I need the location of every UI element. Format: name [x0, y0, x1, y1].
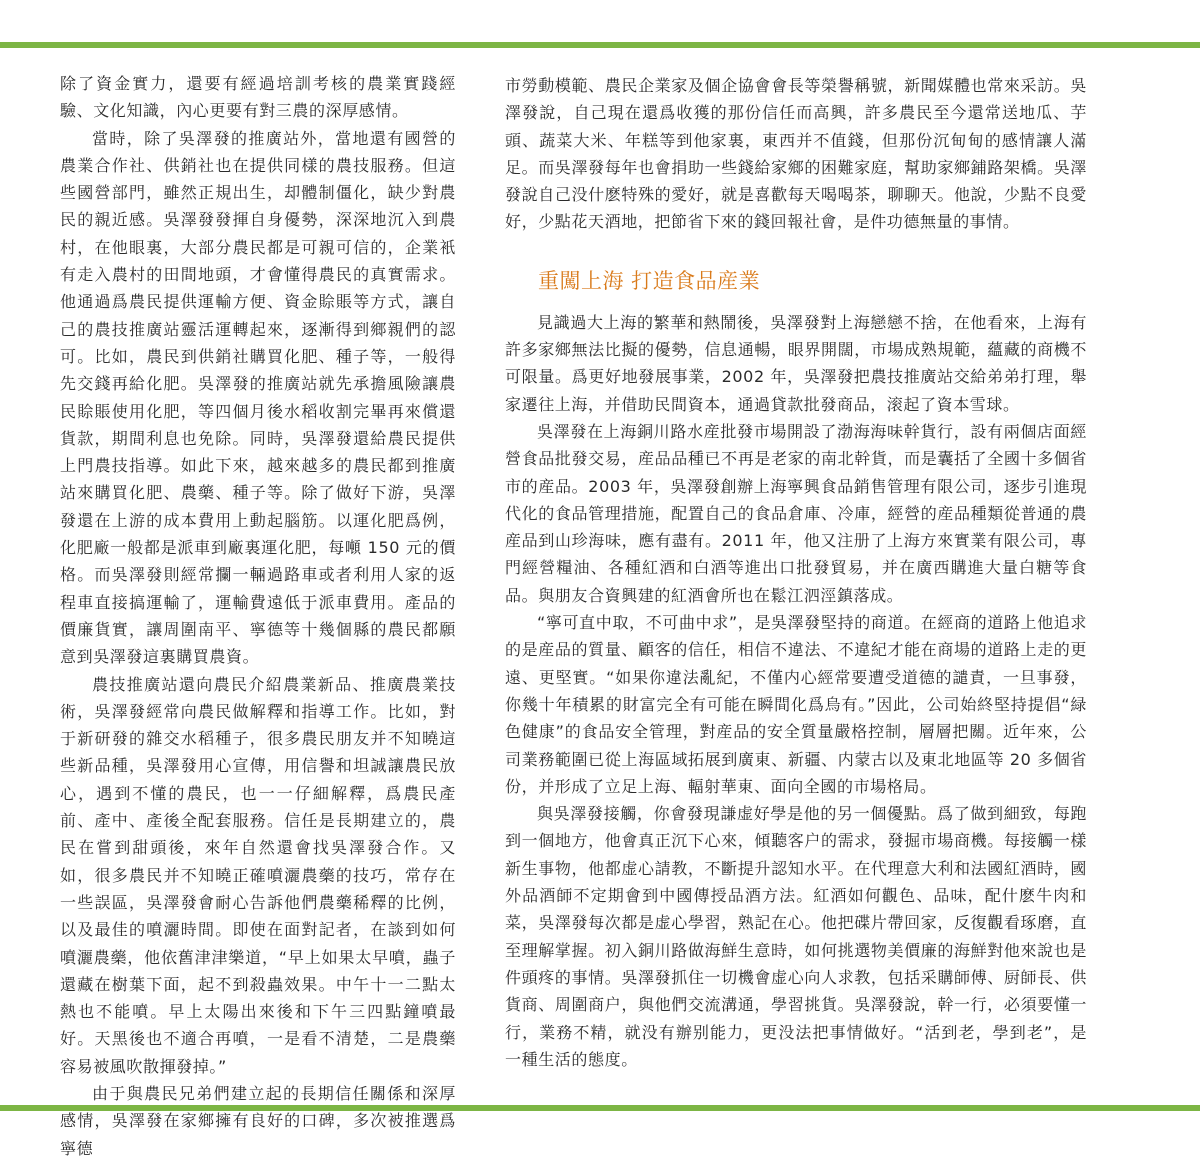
paragraph: 由于與農民兄弟們建立起的長期信任關係和深厚感情，吳澤發在家鄉擁有良好的口碑，多次被推選爲寧德	[60, 1083, 456, 1158]
right-column	[505, 72, 1087, 1073]
section-heading: 重闖上海 打造食品産業	[538, 268, 761, 293]
paragraph: 吳澤發在上海銅川路水産批發市場開設了渤海海味幹貨行，設有兩個店面經營食品批發交易，産品品種已不再是老家的南北幹貨，而是囊括了全國十多個省市的産品。2003 年，吳澤發創辦上海寧興食品銷售管理有限公司，逐步引進現代化的食品管理措施，配置自己的食品倉庫、冷庫，經營的産品種類從普通的農産品到山珍海味，應有盡有。2011 年，他又注册了上海方來實業有限公司，專門經營糧油、各種紅酒和白酒等進出口批發貿易，并在廣西購進大量白糖等食品。與朋友合資興建的紅酒會所也在鬆江泗涇鎮落成。	[505, 421, 1087, 605]
top-divider	[0, 42, 1200, 48]
bottom-divider	[0, 1105, 1200, 1111]
paragraph: 除了資金實力，還要有經過培訓考核的農業實踐經驗、文化知識，內心更要有對三農的深厚感情。	[60, 74, 456, 121]
paragraph: “寧可直中取，不可曲中求”，是吳澤發堅持的商道。在經商的道路上他追求的是産品的質量、顧客的信任，相信不違法、不違紀才能在商場的道路上走的更遠、更堅實。“如果你違法亂紀，不僅内心經常要遭受道德的譴責，一旦事發，你幾十年積累的財富完全有可能在瞬間化爲烏有。”因此，公司始終堅持提倡“緑色健康”的食品安全管理，對産品的安全質量嚴格控制，層層把關。近年來，公司業務範圍已從上海區域拓展到廣東、新疆、内蒙古以及東北地區等 20 多個省份，并形成了立足上海、輻射華東、面向全國的市場格局。	[505, 613, 1087, 796]
paragraph: 與吳澤發接觸，你會發現謙虚好學是他的另一個優點。爲了做到細致，每跑到一個地方，他會真正沉下心來，傾聽客户的需求，發掘市場商機。每接觸一樣新生事物，他都虚心請教，不斷提升認知水平。在代理意大利和法國紅酒時，國外品酒師不定期會到中國傳授品酒方法。紅酒如何觀色、品味，配什麽牛肉和菜，吳澤發每次都是虚心學習，熟記在心。他把碟片帶回家，反復觀看琢磨，直至理解掌握。初入銅川路做海鮮生意時，如何挑選物美價廉的海鮮對他來說也是件頭疼的事情。吳澤發抓住一切機會虚心向人求教，包括采購師傅、厨師長、供貨商、周圍商户，與他們交流溝通，學習挑貨。吳澤發說，幹一行，必須要懂一行，業務不精，就没有辦别能力，更没法把事情做好。“活到老，學到老”，是一種生活的態度。	[505, 804, 1087, 1069]
paragraph: 當時，除了吳澤發的推廣站外，當地還有國營的農業合作社、供銷社也在提供同樣的農技服務。但這些國營部門，雖然正規出生，却體制僵化，缺少對農民的親近感。吳澤發發揮自身優勢，深深地沉入到農村，在他眼裏，大部分農民都是可親可信的，企業衹有走入農村的田間地頭，才會懂得農民的真實需求。他通過爲農民提供運輸方便、資金賒賬等方式，讓自己的農技推廣站靈活運轉起來，逐漸得到鄉親們的認可。比如，農民到供銷社購買化肥、種子等，一般得先交錢再給化肥。吳澤發的推廣站就先承擔風險讓農民賒賬使用化肥，等四個月後水稻收割完畢再來償還貨款，期間利息也免除。同時，吳澤發還給農民提供上門農技指導。如此下來，越來越多的農民都到推廣站來購買化肥、農藥、種子等。除了做好下游，吳澤發還在上游的成本費用上動起腦筋。以運化肥爲例，化肥廠一般都是派車到廠裏運化肥，每噸 150 元的價格。而吳澤發則經常攔一輛過路車或者利用人家的返程車直接搞運輸了，運輸費遠低于派車費用。產品的價廉貨實，讓周圍南平、寧德等十幾個縣的農民都願意到吳澤發這裏購買農資。	[60, 128, 456, 667]
paragraph: 見識過大上海的繁華和熱鬧後，吳澤發對上海戀戀不捨，在他看來，上海有許多家鄉無法比擬的優勢，信息通暢，眼界開闊，市場成熟規範，蘊藏的商機不可限量。爲更好地發展事業，2002 年，吳澤發把農技推廣站交給弟弟打理，舉家遷往上海，并借助民間資本，通過貸款批發商品，滚起了資本雪球。	[505, 312, 1087, 414]
paragraph: 市勞動模範、農民企業家及個企協會會長等榮譽稱號，新聞媒體也常來采訪。吳澤發說，自己現在還爲收獲的那份信任而高興，許多農民至今還常送地瓜、芋頭、蔬菜大米、年糕等到他家裏，東西并不值錢，但那份沉甸甸的感情讓人滿足。而吳澤發每年也會捐助一些錢給家鄉的困難家庭，幫助家鄉鋪路架橋。吳澤發說自己没什麽特殊的愛好，就是喜歡每天喝喝茶，聊聊天。他說，少點不良愛好，少點花天酒地，把節省下來的錢回報社會，是件功德無量的事情。	[505, 76, 1087, 232]
paragraph: 農技推廣站還向農民介紹農業新品、推廣農業技術，吳澤發經常向農民做解釋和指導工作。比如，對于新研發的雜交水稻種子，很多農民朋友并不知曉這些新品種，吳澤發用心宣傳，用信譽和坦誠讓農民放心，遇到不懂的農民，也一一仔細解釋，爲農民產前、產中、產後全配套服務。信任是長期建立的，農民在嘗到甜頭後，來年自然還會找吳澤發合作。又如，很多農民并不知曉正確噴灑農藥的技巧，常存在一些誤區，吳澤發會耐心告訴他們農藥稀釋的比例，以及最佳的噴灑時間。即使在面對記者，在談到如何噴灑農藥，他依舊津津樂道，“早上如果太早噴，蟲子還藏在樹葉下面，起不到殺蟲效果。中午十一二點太熱也不能噴。早上太陽出來後和下午三四點鐘噴最好。天黑後也不適合再噴，一是看不清楚，二是農藥容易被風吹散揮發掉。”	[60, 674, 456, 1076]
left-column	[60, 70, 456, 1162]
